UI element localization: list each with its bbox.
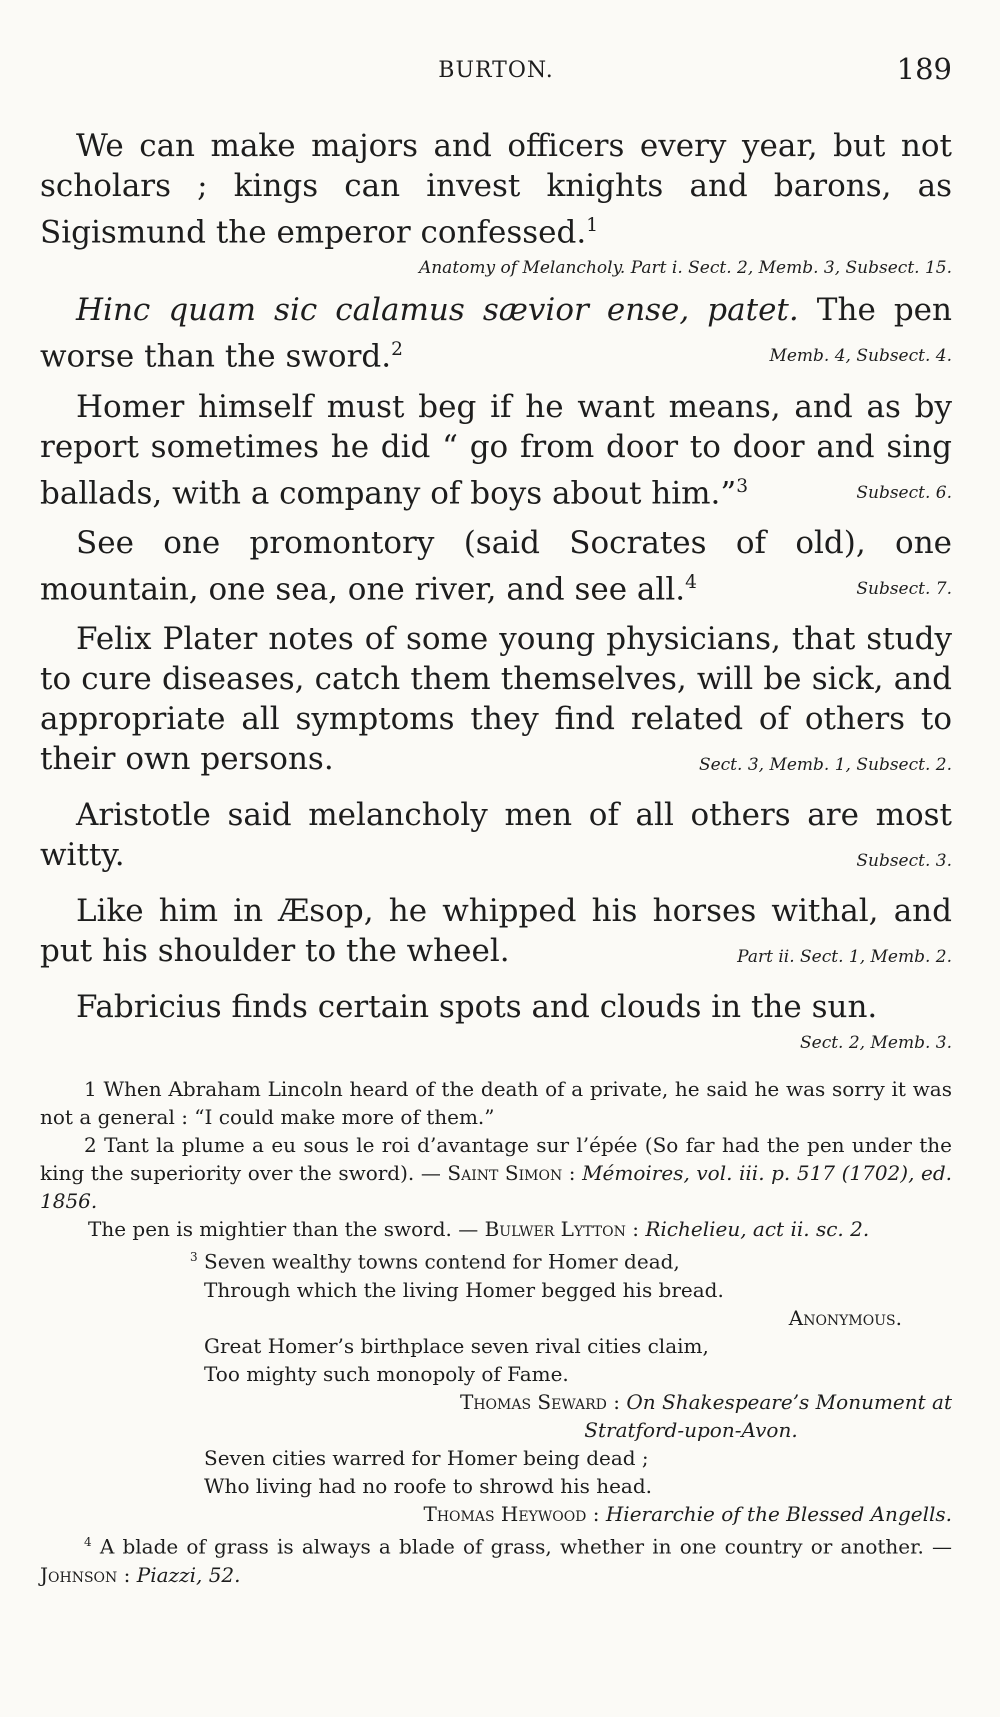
citation: Subsect. 7.	[856, 578, 952, 599]
quote-text: The pen worse than the sword.	[40, 292, 952, 375]
footnote-work: Mémoires, vol. iii. p. 517 (1702), ed. 1856.	[40, 1161, 952, 1214]
verse-attribution	[190, 1388, 952, 1416]
footnote-3	[190, 1243, 952, 1528]
quote-3	[40, 387, 952, 513]
quote-text: Homer himself must beg if he want means, and as by report sometimes he did “ go from door to door and sing ballads, with a company of boys about him.”	[40, 388, 952, 511]
verse-attribution: Anonymous.	[788, 1305, 902, 1330]
quote-5	[40, 619, 952, 785]
verse-line: Great Homer’s birthplace seven rival cities claim,	[204, 1333, 709, 1358]
verse-text: Seven wealthy towns contend for Homer dead,	[204, 1249, 680, 1274]
quote-2	[40, 290, 952, 376]
footnote-4	[40, 1528, 952, 1589]
quote-text: Fabricius finds certain spots and clouds in the sun.	[76, 989, 878, 1026]
citation: Sect. 3, Memb. 1, Subsect. 2.	[698, 755, 952, 776]
footnote-number: 2	[84, 1133, 97, 1158]
quote-text: Felix Plater notes of some young physicians, that study to cure diseases, catch them themselves, will be sick, and appropriate all symptoms they find related of others to their own persons.	[40, 621, 952, 778]
footnote-text: When Abraham Lincoln heard of the death of a private, he said he was sorry it was not a general : “I could make more of them.”	[40, 1077, 952, 1130]
footnote-text: The pen is mightier than the sword. —	[88, 1217, 479, 1242]
citation: Part ii. Sect. 1, Memb. 2.	[737, 947, 952, 968]
page-number: 189	[896, 52, 952, 86]
note-ref: 1	[586, 215, 599, 236]
verse-line	[190, 1243, 952, 1276]
footnote-number: 1	[84, 1077, 97, 1102]
quote-6	[40, 795, 952, 881]
citation: Subsect. 3.	[856, 851, 952, 872]
verse-line: Through which the living Homer begged his bread.	[204, 1277, 724, 1302]
attribution-author: Thomas Seward :	[460, 1389, 621, 1414]
footnote-work: Piazzi, 52.	[136, 1562, 241, 1587]
verse-line: Seven cities warred for Homer being dead ;	[204, 1445, 649, 1470]
page-body	[40, 126, 952, 1589]
citation: Memb. 4, Subsect. 4.	[769, 346, 952, 367]
footnote-number: 4	[84, 1534, 92, 1549]
verse-line: Who living had no roofe to shrowd his head.	[204, 1473, 653, 1498]
footnote-author: Bulwer Lytton :	[484, 1217, 639, 1242]
footnote-author: Johnson :	[40, 1562, 131, 1587]
footnote-number: 3	[190, 1250, 198, 1265]
footnote-2	[40, 1131, 952, 1215]
quote-7	[40, 891, 952, 977]
footnote-work: Richelieu, act ii. sc. 2.	[645, 1217, 870, 1242]
note-ref: 2	[391, 339, 403, 361]
note-ref: 3	[736, 475, 749, 497]
attribution-work: Hierarchie of the Blessed Angells.	[605, 1501, 952, 1526]
footnote-text: A blade of grass is always a blade of grass, whether in one country or another. —	[99, 1534, 953, 1559]
latin-text: Hinc quam sic calamus sævior ense, patet.	[76, 292, 799, 329]
footnote-2-continued	[40, 1215, 952, 1243]
quote-8	[40, 987, 952, 1027]
footnote-1	[40, 1075, 952, 1131]
verse-line: Too mighty such monopoly of Fame.	[204, 1361, 569, 1386]
quote-text: See one promontory (said Socrates of old), one mountain, one sea, one river, and see all.	[40, 524, 952, 608]
quote-text: Aristotle said melancholy men of all others are most witty.	[40, 797, 952, 874]
attribution-work: On Shakespeare’s Monument at	[626, 1389, 952, 1414]
running-title: BURTON.	[438, 58, 554, 83]
page-header	[40, 48, 952, 100]
footnote-author: Saint Simon :	[447, 1161, 576, 1186]
verse-attribution	[190, 1500, 952, 1528]
note-ref: 4	[685, 571, 697, 593]
quote-text: We can make majors and officers every year, but not scholars ; kings can invest knights and barons, as Sigismund the emperor confessed.	[40, 128, 952, 251]
footnote-text: Tant la plume a eu sous le roi d’avantage sur l’épée (So far had the pen under the king the superiority over the sword). —	[40, 1133, 953, 1186]
quote-text: Like him in Æsop, he whipped his horses withal, and put his shoulder to the wheel.	[40, 893, 952, 970]
citation: Sect. 2, Memb. 3.	[800, 1033, 952, 1054]
verse-attribution-continued: Stratford-upon-Avon.	[584, 1417, 798, 1442]
footnotes	[40, 1075, 952, 1588]
quote-4	[40, 523, 952, 609]
citation: Anatomy of Melancholy. Part i. Sect. 2, Memb. 3, Subsect. 15.	[418, 258, 952, 279]
citation: Subsect. 6.	[856, 482, 952, 503]
attribution-author: Thomas Heywood :	[423, 1501, 600, 1526]
quote-1	[40, 126, 952, 252]
